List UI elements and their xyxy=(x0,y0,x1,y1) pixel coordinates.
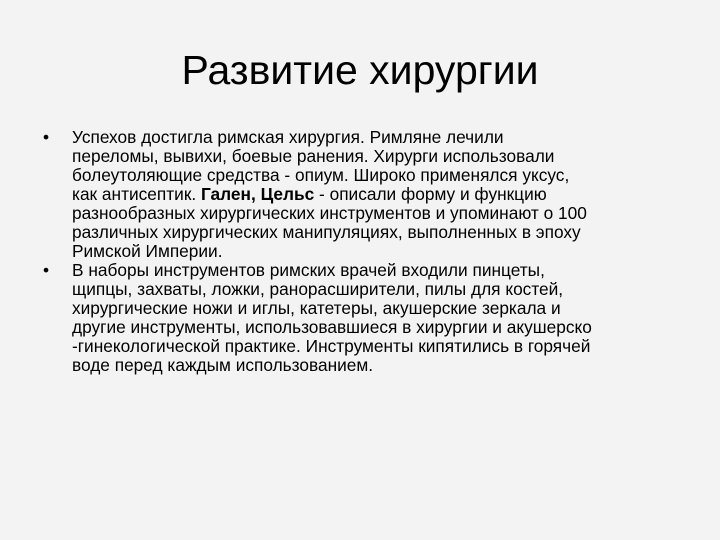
text-run: разнообразных хирургических инструментов и упоминают о 100 xyxy=(72,203,587,223)
bullet-item xyxy=(36,128,706,261)
bullet-text-line xyxy=(72,185,706,204)
text-run: Успехов достигла римская хирургия. Римляне лечили xyxy=(72,127,504,147)
text-run: Римской Империи. xyxy=(72,241,223,261)
text-run: различных хирургических манипуляциях, выполненных в эпоху xyxy=(72,222,581,242)
bullet-text-line xyxy=(72,223,706,242)
bullet-item xyxy=(36,261,706,375)
text-run: щипцы, захваты, ложки, ранорасширители, пилы для костей, xyxy=(72,279,564,299)
bullet-text-line xyxy=(72,261,706,280)
bullet-text-line xyxy=(72,242,706,261)
bullet-text-line xyxy=(72,147,706,166)
text-run: как антисептик. xyxy=(72,184,201,204)
text-run: переломы, вывихи, боевые ранения. Хирурги использовали xyxy=(72,146,555,166)
text-run: хирургические ножи и иглы, катетеры, акушерские зеркала и xyxy=(72,298,561,318)
bullet-marker: • xyxy=(42,127,50,147)
text-run: -гинекологической практике. Инструменты кипятились в горячей xyxy=(72,336,591,356)
bullet-text-line xyxy=(72,299,706,318)
slide-title: Развитие хирургии xyxy=(181,47,539,93)
bullet-text-line xyxy=(72,337,706,356)
bullet-text-line xyxy=(72,280,706,299)
text-run: - описали форму и функцию xyxy=(314,184,547,204)
bullet-text-line xyxy=(72,166,706,185)
text-run: болеутоляющие средства - опиум. Широко применялся уксус, xyxy=(72,165,570,185)
text-run: другие инструменты, использовавшиеся в хирургии и акушерско xyxy=(72,317,592,337)
bullet-text-line xyxy=(72,356,706,375)
bullet-text-line xyxy=(72,204,706,223)
bullet-text-line xyxy=(72,318,706,337)
bold-text: Гален, Цельс xyxy=(200,184,315,204)
bullet-list xyxy=(36,128,706,375)
bullet-text-line xyxy=(72,128,706,147)
text-run: воде перед каждым использованием. xyxy=(72,355,374,375)
bullet-marker: • xyxy=(42,260,50,280)
text-run: В наборы инструментов римских врачей входили пинцеты, xyxy=(72,260,545,280)
